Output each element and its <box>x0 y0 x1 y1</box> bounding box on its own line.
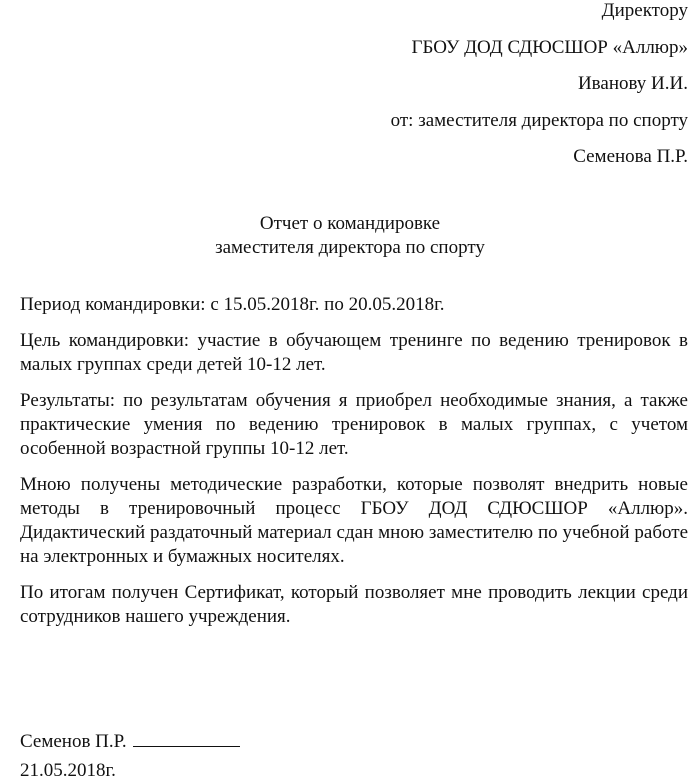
signature-date: 21.05.2018г. <box>20 760 116 781</box>
paragraph-results: Результаты: по результатам обучения я приобрел необходимые знания, а также практические умения по ведению тренировок в малых группах, с учетом особенной возрастной группы 10-12 лет. <box>20 390 688 459</box>
recipient-name: Иванову И.И. <box>577 73 688 94</box>
signature-block <box>20 728 240 754</box>
title-line-2: заместителя директора по спорту <box>215 237 485 258</box>
document-title <box>0 212 700 260</box>
recipient-organization: ГБОУ ДОД СДЮСШОР «Аллюр» <box>411 36 688 58</box>
sender-position: от: заместителя директора по спорту <box>390 109 688 131</box>
paragraph-purpose: Цель командировки: участие в обучающем тренинге по ведению тренировок в малых группах среди детей 10-12 лет. <box>20 330 688 375</box>
paragraph-materials: Мною получены методические разработки, которые позволят внедрить новые методы в тренировочный процесс ГБОУ ДОД СДЮСШОР «Аллюр». Дидактический раздаточный материал сдан мною заместителю по учебной работе на электронных и бумажных носителях. <box>20 474 688 567</box>
paragraph-certificate: По итогам получен Сертификат, который позволяет мне проводить лекции среди сотрудников нашего учреждения. <box>20 582 688 627</box>
title-line-1: Отчет о командировке <box>259 213 441 234</box>
paragraph-period: Период командировки: с 15.05.2018г. по 20.05.2018г. <box>20 294 445 315</box>
sender-name: Семенова П.Р. <box>573 146 688 167</box>
signatory-name: Семенов П.Р. <box>20 731 127 752</box>
addressee-block <box>391 0 688 183</box>
recipient-position: Директору <box>601 0 688 21</box>
signature-line <box>133 728 240 747</box>
document-body <box>20 293 688 641</box>
